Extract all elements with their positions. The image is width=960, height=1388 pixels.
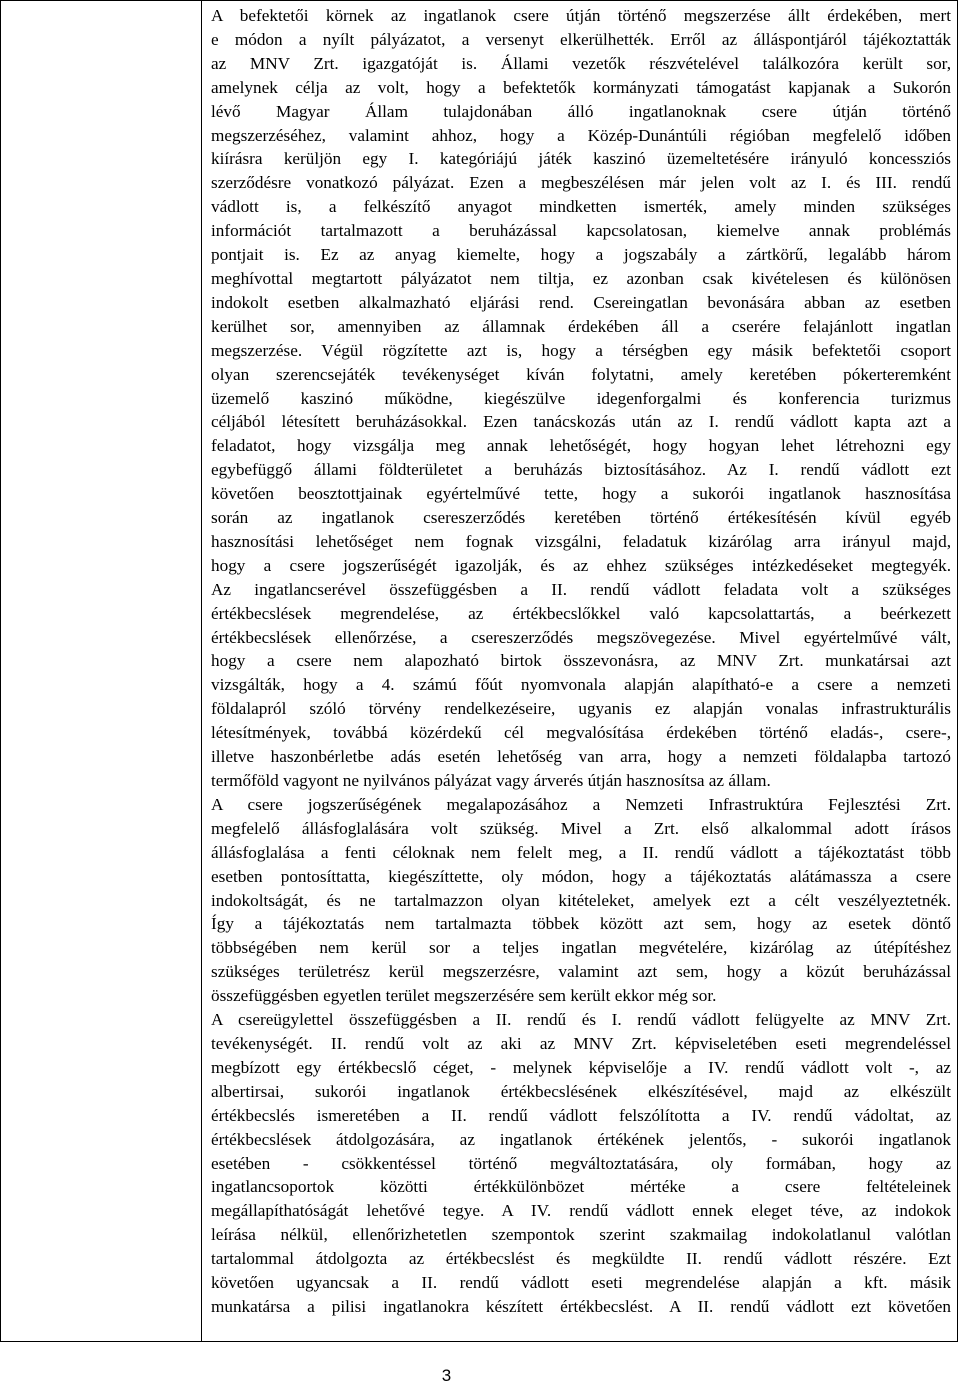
text-line: Így a tájékoztatás nem tartalmazta többek között azt sem, hogy az esetek döntő <box>211 914 951 934</box>
text-line: megállapíthatóságát lehetővé tegye. A IV. rendű vádlott ennek eleget téve, az indokok <box>211 1201 951 1221</box>
text-line: meghívottal megtartott pályázatot nem tiltja, ez azonban csak kivételesen és különösen <box>211 268 951 288</box>
text-line: tevékenységét. II. rendű volt az aki az MNV Zrt. képviseletében eseti megrendeléssel <box>211 1033 951 1053</box>
text-line: céljából létesített beruházásokkal. Ezen tanácskozás után az I. rendű vádlott kapta azt a <box>211 412 951 432</box>
text-line: vádlott is, a felkészítő anyagot mindketten ismerték, amely minden szükséges <box>211 197 951 217</box>
text-line: illetve haszonbérletbe adás esetén lehetőség van arra, hogy a nemzeti földalapba tartozó <box>211 747 951 767</box>
text-line: olyan szerencsejáték tevékenységet kíván folytatni, amely keretében pókerteremként <box>211 364 951 384</box>
text-line: indokoltságát, és ne tartalmazzon olyan kitételeket, amelyek ezt a célt veszélyeztetnék. <box>211 890 951 910</box>
text-line: tartalommal átdolgozta az értékbecslést és megküldte II. rendű vádlott részére. Ezt <box>211 1249 951 1269</box>
text-line: információt tartalmazott a beruházással kapcsolatosan, kiemelve annak problémás <box>211 221 951 241</box>
text-line: értékbecslések ellenőrzése, a csereszerződés megszövegezése. Mivel egyértelművé vált, <box>211 627 951 647</box>
text-line: hogy a csere nem alapozható birtok összevonásra, az MNV Zrt. munkatársai azt <box>211 651 951 671</box>
left-margin-column <box>1 1 202 1341</box>
text-line: munkatársa a pilisi ingatlanokra készített értékbecslést. A II. rendű vádlott ezt követően <box>211 1296 951 1316</box>
text-line: többségében nem kerül sor a teljes ingatlan megvételére, kizárólag az útépítéshez <box>211 938 951 958</box>
text-line: e módon a nyílt pályázatot, a versenyt elkerülhették. Erről az álláspontjáról tájékoztatták <box>211 29 951 49</box>
text-line: pontjait is. Ez az anyag kiemelte, hogy a jogszabály a zártkörű, legalább három <box>211 245 951 265</box>
text-line: értékbecslések megrendelése, az értékbecslőkkel való kapcsolattartás, a beérkezett <box>211 603 951 623</box>
text-line: üzemelő kaszinó működne, kiegészülve idegenforgalmi és konferencia turizmus <box>211 388 951 408</box>
text-line: leírása nélkül, ellenőrizhetetlen szempontok szerint szakmailag indokolatlanul valótlan <box>211 1225 951 1245</box>
text-line: értékbecslések átdolgozására, az ingatlanok értékének jelentős, - sukorói ingatlanok <box>211 1129 951 1149</box>
text-line: állásfoglalása a fenti céloknak nem felelt meg, a II. rendű vádlott a tájékoztatást több <box>211 842 951 862</box>
text-line: termőföld vagyont ne nyilvános pályázat vagy árverés útján hasznosítsa az állam. <box>211 771 771 790</box>
text-line: egybefüggő állami földterületet a beruházás biztosításához. Az I. rendű vádlott ezt <box>211 460 951 480</box>
text-line: hasznosítási lehetőséget nem fognak vizsgálni, feladatuk kizárólag arra irányul majd, <box>211 531 951 551</box>
text-line: vizsgálták, hogy a 4. számú főút nyomvonala alapján alapítható-e a csere a nemzeti <box>211 675 951 695</box>
text-line: követően ugyancsak a II. rendű vádlott eseti megrendelése alapján a kft. másik <box>211 1273 951 1293</box>
text-line: lévő Magyar Állam tulajdonában álló ingatlanoknak csere útján történő <box>211 101 951 121</box>
document-body-text <box>211 4 951 1319</box>
text-line: létesítmények, továbbá közérdekű cél megvalósítása érdekében történő eladás-, csere-, <box>211 723 951 743</box>
text-line: követően beosztottjainak egyértelművé tette, hogy a sukorói ingatlanok hasznosítása <box>211 484 951 504</box>
text-line: esetben pontosíttatta, kiegészíttette, oly módon, hogy a tájékoztatás alátámassza a csere <box>211 866 951 886</box>
text-line: hogy a csere jogszerűségét igazolják, és az ehhez szükséges intézkedéseket megtegyék. <box>211 555 951 575</box>
text-line: során az ingatlanok csereszerződés keretében történő értékesítésén kívül egyéb <box>211 508 951 528</box>
text-line: A csere jogszerűségének megalapozásához a Nemzeti Infrastruktúra Fejlesztési Zrt. <box>211 794 951 814</box>
text-line: indokolt esetben alkalmazható eljárási rend. Csereingatlan bevonására abban az esetben <box>211 292 951 312</box>
text-line: A csereügylettel összefüggésben a II. rendű és I. rendű vádlott felügyelte az MNV Zrt. <box>211 1010 951 1030</box>
text-line: feladatot, hogy vizsgálja meg annak lehetőségét, hogy hogyan lehet létrehozni egy <box>211 436 951 456</box>
text-line: kiírásra kerüljön egy I. kategóriájú játék kaszinó üzemeltetésére irányuló koncessziós <box>211 149 951 169</box>
text-line: Az ingatlancserével összefüggésben a II. rendű vádlott feladata volt a szükséges <box>211 579 951 599</box>
text-line: A befektetői körnek az ingatlanok csere útján történő megszerzése állt érdekében, mert <box>211 6 951 25</box>
text-line: megszerzése. Végül rögzítette azt is, hogy a térségben egy másik befektetői csoport <box>211 340 951 360</box>
text-line: kerülhet sor, amennyiben az államnak érdekében áll a cserére felajánlott ingatlan <box>211 316 951 336</box>
text-line: megbízott egy értékbecslő céget, - melynek képviselője a IV. rendű vádlott volt -, az <box>211 1057 951 1077</box>
text-line: összefüggésben egyetlen terület megszerzésére sem került ekkor még sor. <box>211 986 717 1006</box>
text-line: amelynek célja az volt, hogy a befektetők kormányzati támogatást kapjanak a Sukorón <box>211 77 951 97</box>
text-line: megfelelő állásfoglalására volt szükség. Mivel a Zrt. első alkalommal adott írásos <box>211 818 951 838</box>
text-line: földalapról szóló törvény rendelkezéseire, ugyanis ez alapján vonalas infrastrukturális <box>211 699 951 719</box>
text-line: szükséges területrész kerül megszerzésre, valamint azt sem, hogy a közút beruházással <box>211 962 951 982</box>
text-line: esetében - csökkentéssel történő megváltoztatására, oly formában, hogy az <box>211 1153 951 1173</box>
text-line: az MNV Zrt. igazgatóját is. Állami vezetők részvételével találkozóra került sor, <box>211 53 951 73</box>
text-line: ingatlancsoportok közötti értékkülönbözet mértéke a csere feltételeinek <box>211 1177 951 1197</box>
text-line: megszerzéséhez, valamint ahhoz, hogy a Közép-Dunántúli régióban megfelelő időben <box>211 125 951 145</box>
text-line: értékbecslés ismeretében a II. rendű vádlott felszólította a IV. rendű vádoltat, az <box>211 1105 951 1125</box>
text-line: albertirsai, sukorói ingatlanok értékbecslésének elkészítésével, majd az elkészült <box>211 1081 951 1101</box>
page-number: 3 <box>441 1366 452 1385</box>
text-line: szerződésre vonatkozó pályázat. Ezen a megbeszélésen már jelen volt az I. és III. rendű <box>211 173 951 193</box>
